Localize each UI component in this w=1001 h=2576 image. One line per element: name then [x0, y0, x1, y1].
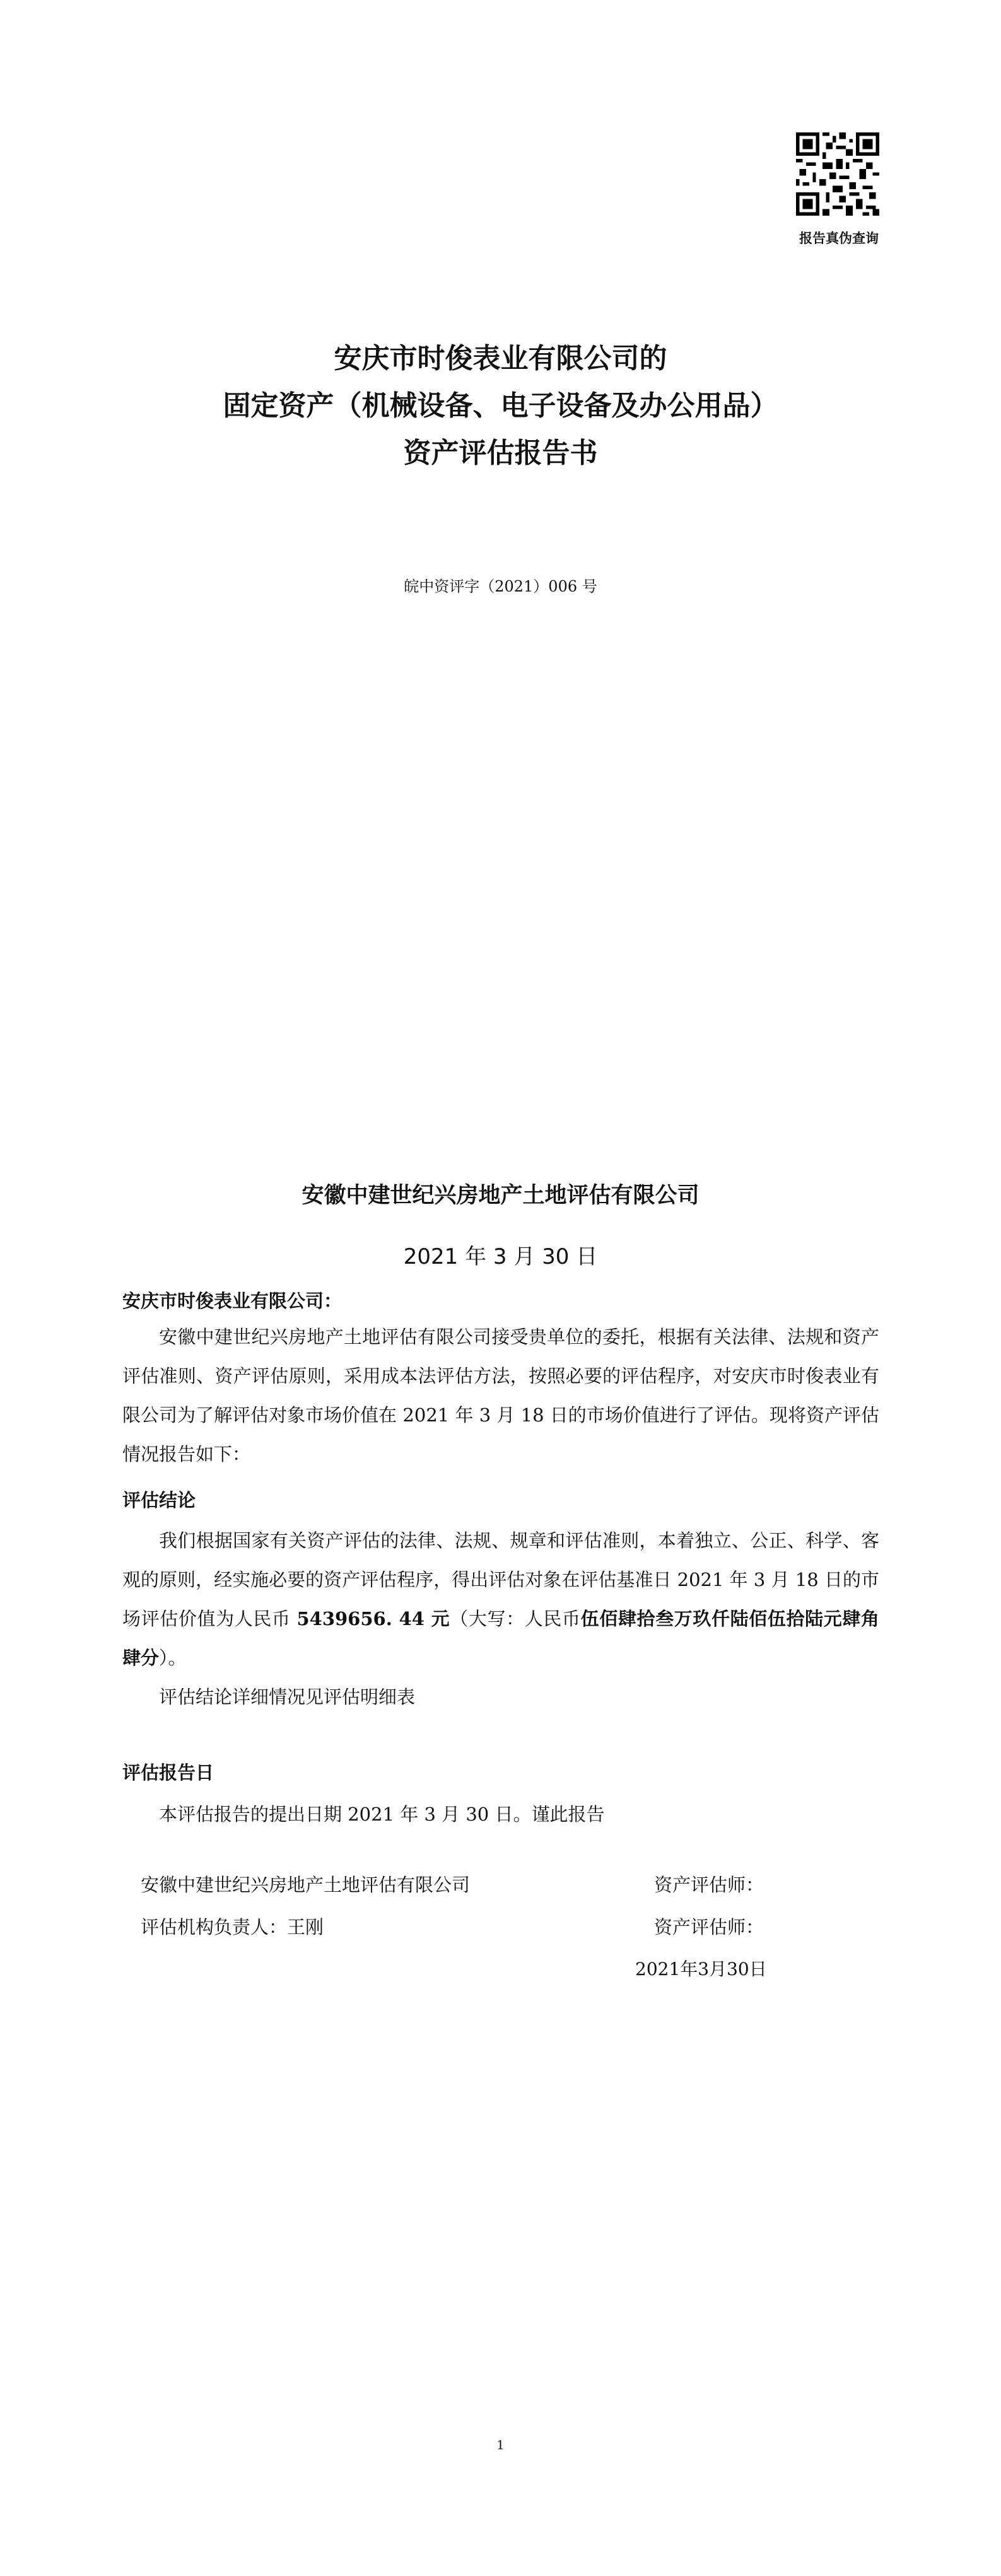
conclusion-text-after: ）。: [159, 1647, 187, 1669]
conclusion-detail-note: 评估结论详细情况见评估明细表: [159, 1686, 416, 1708]
conclusion-paragraph: [122, 1521, 879, 1677]
signature-head: 评估机构负责人：王刚: [141, 1916, 324, 1938]
conclusion-heading: 评估结论: [122, 1489, 196, 1511]
intro-paragraph: 安徽中建世纪兴房地产土地评估有限公司接受贵单位的委托，根据有关法律、法规和资产评估准则、资产评估原则，采用成本法评估方法，按照必要的评估程序，对安庆市时俊表业有限公司为了解评估对象市场价值在 2021 年 3 月 18 日的市场价值进行了评估。现将资产评估情况报告如下：: [122, 1326, 879, 1465]
report-date-text: 本评估报告的提出日期 2021 年 3 月 30 日。谨此报告: [159, 1804, 605, 1825]
valuation-amount-words: 伍佰肆拾叁万玖仟陆佰伍拾陆元肆角肆分: [122, 1608, 879, 1669]
signature-valuer-1: 资产评估师：: [654, 1874, 764, 1896]
conclusion-text-mid: （大写：人民币: [450, 1608, 581, 1629]
addressee: 安庆市时俊表业有限公司：: [122, 1290, 342, 1312]
report-title-line-1: 安庆市时俊表业有限公司的: [334, 342, 667, 375]
qr-label: 报告真伪查询: [799, 230, 879, 246]
signature-date: 2021年3月30日: [635, 1959, 767, 1979]
report-title-line-3: 资产评估报告书: [403, 437, 598, 469]
valuation-amount: 5439656. 44 元: [296, 1608, 450, 1629]
conclusion-text-before: 我们根据国家有关资产评估的法律、法规、规章和评估准则，本着独立、公正、科学、客观的原则，经实施必要的资产评估程序，得出评估对象在评估基准日 2021 年 3 月 18 日的市场评估价值为人民币: [122, 1530, 879, 1629]
report-date-heading: 评估报告日: [122, 1762, 214, 1783]
report-title-line-2: 固定资产（机械设备、电子设备及办公用品）: [223, 390, 778, 422]
report-date: 2021 年 3 月 30 日: [403, 1244, 598, 1269]
signature-valuer-2: 资产评估师：: [654, 1916, 764, 1938]
qr-code-icon: [796, 132, 879, 216]
issuing-firm: 安徽中建世纪兴房地产土地评估有限公司: [301, 1183, 700, 1208]
signature-firm: 安徽中建世纪兴房地产土地评估有限公司: [141, 1874, 471, 1896]
report-number: 皖中资评字（2021）006 号: [404, 578, 597, 595]
page-number: 1: [496, 2437, 505, 2452]
